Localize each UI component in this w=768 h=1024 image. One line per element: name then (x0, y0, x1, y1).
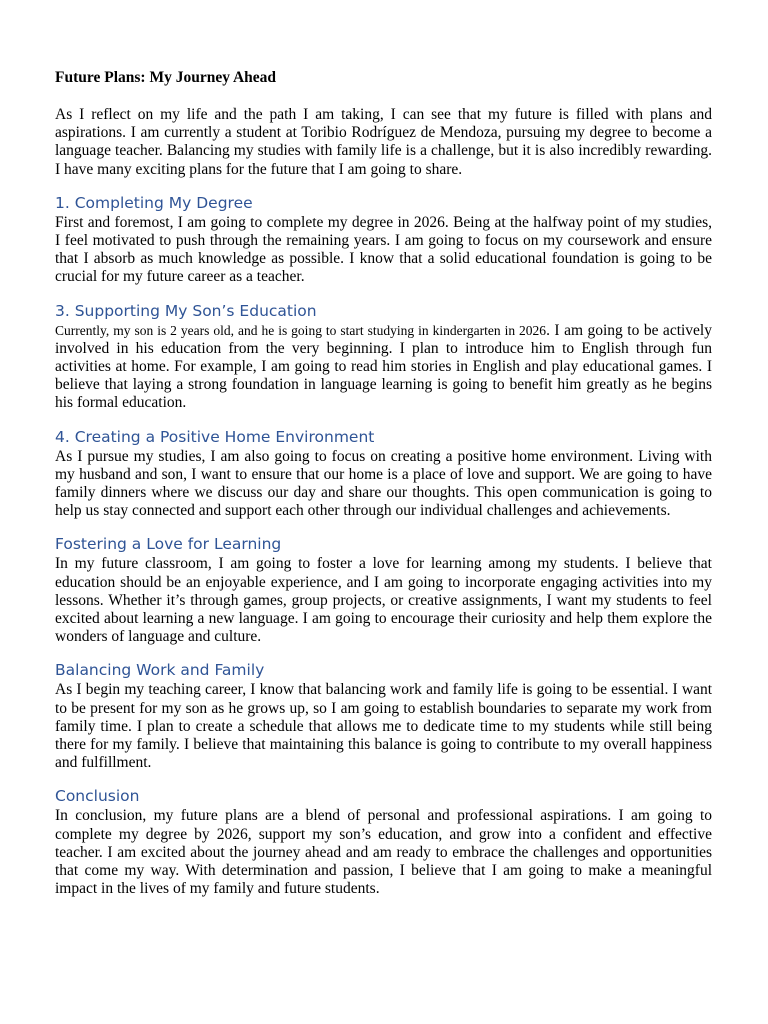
section-body-rest: . I am going to be actively involved in his education from the very beginning. I plan to introduce him to English through fun activities at home. For example, I am going to read him stories in English and play educational games. I believe that laying a strong foundation in language learning is going to benefit him greatly as he begins his formal education. (55, 321, 712, 412)
section-heading: 1. Completing My Degree (55, 193, 253, 212)
section-supporting-son (55, 301, 712, 413)
section-work-family (55, 660, 712, 772)
section-heading: 4. Creating a Positive Home Environment (55, 427, 375, 446)
section-body: First and foremost, I am going to complete my degree in 2026. Being at the halfway point of my studies, I feel motivated to push through the remaining years. I am going to focus on my coursework and ensure that I absorb as much knowledge as possible. I know that a solid educational foundation is going to be crucial for my future career as a teacher. (55, 213, 712, 286)
section-body-lead: Currently, my son is 2 years old, and he is going to start studying in kindergarten in 2026 (55, 322, 547, 338)
section-heading: Fostering a Love for Learning (55, 535, 282, 554)
section-body: As I pursue my studies, I am also going to focus on creating a positive home environment. Living with my husband and son, I want to ensure that our home is a place of love and support. We are going to have family dinners where we discuss our day and share our thoughts. This open communication is going to help us stay connected and support each other through our individual challenges and achievements. (55, 447, 712, 520)
intro-paragraph: As I reflect on my life and the path I am taking, I can see that my future is filled with plans and aspirations. I am currently a student at Toribio Rodríguez de Mendoza, pursuing my degree to become a language teacher. Balancing my studies with family life is a challenge, but it is also incredibly rewarding. I have many exciting plans for the future that I am going to share. (55, 106, 712, 178)
document-title: Future Plans: My Journey Ahead (55, 69, 277, 86)
section-body (55, 322, 712, 413)
section-home-environment (55, 427, 712, 521)
section-body: In conclusion, my future plans are a blend of personal and professional aspirations. I am going to complete my degree by 2026, support my son’s education, and grow into a confident and effective teacher. I am excited about the journey ahead and am ready to embrace the challenges and opportunities that come my way. With determination and passion, I believe that I am going to make a meaningful impact in the lives of my family and future students. (55, 807, 712, 898)
section-heading: 3. Supporting My Son’s Education (55, 301, 317, 320)
document-page (55, 68, 712, 913)
section-love-for-learning (55, 534, 712, 646)
section-heading: Conclusion (55, 787, 140, 806)
section-conclusion (55, 786, 712, 898)
section-body: As I begin my teaching career, I know that balancing work and family life is going to be essential. I want to be present for my son as he grows up, so I am going to establish boundaries to separate my work from family time. I plan to create a schedule that allows me to dedicate time to my students while still being there for my family. I believe that maintaining this balance is going to contribute to my overall happiness and fulfillment. (55, 681, 712, 772)
section-body: In my future classroom, I am going to foster a love for learning among my students. I believe that education should be an enjoyable experience, and I am going to incorporate engaging activities into my lessons. Whether it’s through games, group projects, or creative assignments, I want my students to feel excited about learning a new language. I am going to encourage their curiosity and help them explore the wonders of language and culture. (55, 555, 712, 646)
section-completing-degree (55, 193, 712, 287)
section-heading: Balancing Work and Family (55, 661, 265, 680)
